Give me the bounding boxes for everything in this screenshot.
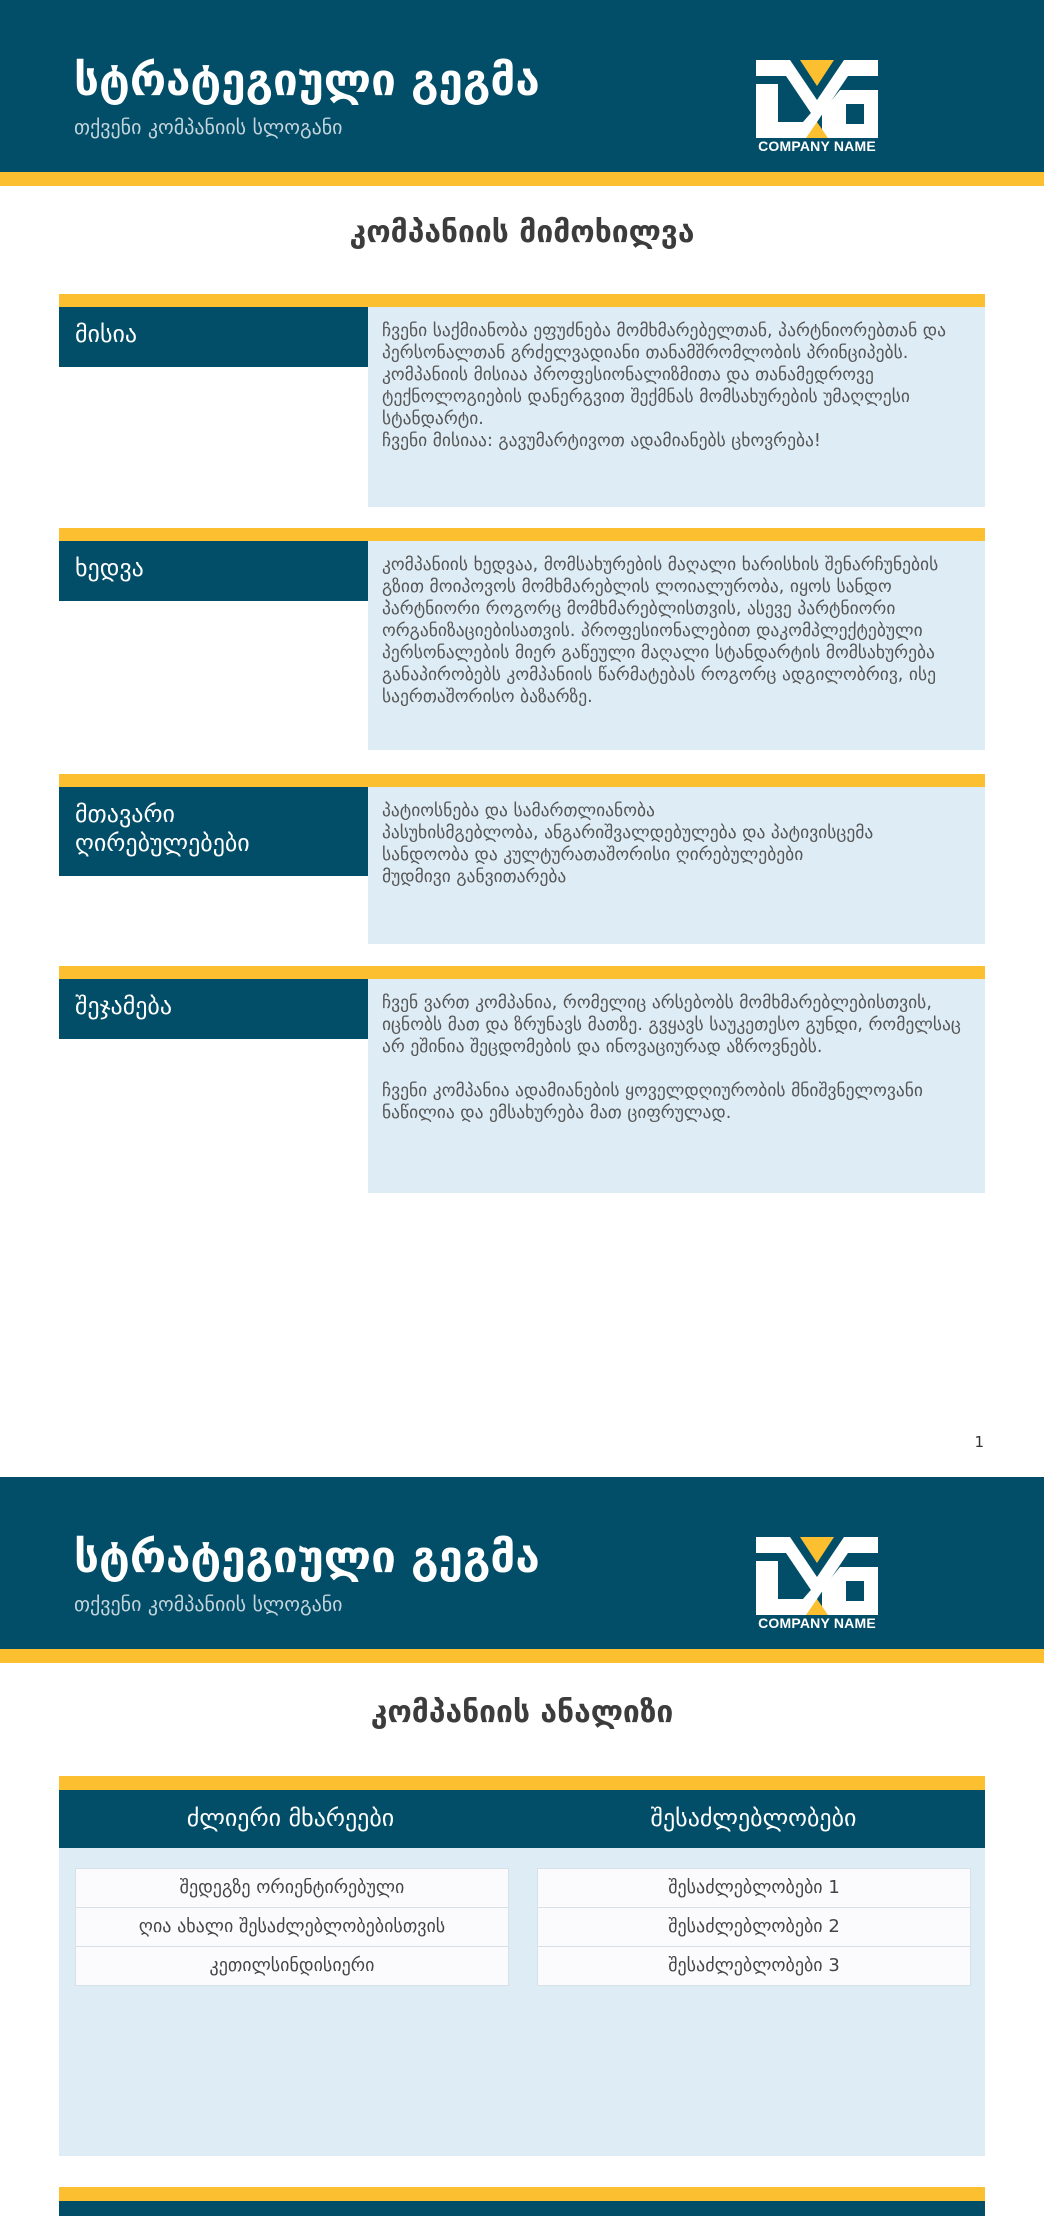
page-header xyxy=(0,0,1044,172)
card-paragraph: ჩვენი მისიაა: გავუმარტივოთ ადამიანებს ცხოვრება! xyxy=(382,431,821,451)
card-body xyxy=(368,307,985,507)
header-accent-band xyxy=(0,1649,1044,1663)
summary-card xyxy=(59,966,985,1193)
company-logo xyxy=(752,60,882,156)
mission-card xyxy=(59,294,985,507)
page-header xyxy=(0,1477,1044,1649)
card-body xyxy=(368,541,985,750)
vision-card xyxy=(59,528,985,750)
list-item: შესაძლებლობები 2 xyxy=(538,1907,970,1946)
section-title: კომპანიის მიმოხილვა xyxy=(349,215,695,250)
list-item: შესაძლებლობები 3 xyxy=(538,1946,970,1985)
list-item: შედეგზე ორიენტირებული xyxy=(179,1877,405,1898)
card-paragraph: პატიოსნება და სამართლიანობა xyxy=(382,801,655,821)
strengths-title: ძლიერი მხარეები xyxy=(186,1804,395,1832)
company-slogan: თქვენი კომპანიის სლოგანი xyxy=(74,115,343,139)
card-accent-band xyxy=(59,294,985,307)
card-body xyxy=(368,979,985,1193)
next-section-accent-band xyxy=(59,2187,985,2201)
document-title: სტრატეგიული გეგმა xyxy=(74,1532,540,1583)
logo-text: COMPANY NAME xyxy=(758,138,876,154)
page-number: 1 xyxy=(974,1433,984,1451)
logo-icon xyxy=(756,1537,878,1615)
card-accent-band xyxy=(59,774,985,787)
swot-accent-band xyxy=(59,1776,985,1790)
strengths-list xyxy=(75,1868,509,1986)
card-paragraph: პასუხისმგებლობა, ანგარიშვალდებულება და პატივისცემა xyxy=(382,823,874,843)
opportunities-title: შესაძლებლობები xyxy=(650,1804,857,1832)
opportunities-list xyxy=(537,1868,971,1986)
logo-icon xyxy=(756,60,878,138)
card-body xyxy=(368,787,985,944)
card-paragraph: ჩვენი საქმიანობა ეფუძნება მომხმარებელთან, პარტნიორებთან და პერსონალთან გრძელვადიანი თანამშრომლობის პრინციპებს. კომპანიის მისიაა პროფესიონალიზმითა და თანამედროვე ტექნოლოგიების დანერგვით შექმნას მომსახურების უმაღლესი სტანდარტი. xyxy=(382,321,946,429)
core-values-card xyxy=(59,774,985,944)
card-label: ხედვა xyxy=(59,541,368,601)
list-item: ღია ახალი შესაძლებლობებისთვის xyxy=(76,1907,508,1946)
card-paragraph: ჩვენ ვართ კომპანია, რომელიც არსებობს მომხმარებლებისთვის, იცნობს მათ და ზრუნავს მათზე. გვყავს საუკეთესო გუნდი, რომელსაც არ ეშინია შეცდომების და ინოვაციურად აზროვნებს. xyxy=(382,993,961,1057)
card-paragraph: კომპანიის ხედვაა, მომსახურების მაღალი ხარისხის შენარჩუნების გზით მოიპოვოს მომხმარებლის ლოიალურობა, იყოს სანდო პარტნიორი როგორც მომხმარებლისთვის, ასევე პარტნიორი ორგანიზაციებისათვის. პროფესიონალებით დაკომპლექტებული პერსონალების მიერ გაწეული მაღალი სტანდარტის მომსახურება განაპირობებს კომპანიის წარმატებას როგორც ადგილობრივ, ისე საერთაშორისო ბაზარზე. xyxy=(382,555,939,707)
card-paragraph: მუდმივი განვითარება xyxy=(382,867,567,887)
company-logo xyxy=(752,1537,882,1633)
card-paragraph: ჩვენი კომპანია ადამიანების ყოველდღიურობის მნიშვნელოვანი ნაწილია და ემსახურება მათ ციფრულად. xyxy=(382,1081,923,1123)
card-accent-band xyxy=(59,966,985,979)
card-accent-band xyxy=(59,528,985,541)
section-title: კომპანიის ანალიზი xyxy=(370,1695,674,1730)
card-label: შეჯამება xyxy=(59,979,368,1039)
list-item: შესაძლებლობები 1 xyxy=(668,1877,840,1898)
card-paragraph: სანდოობა და კულტურათაშორისი ღირებულებები xyxy=(382,845,804,865)
list-item: კეთილსინდისიერი xyxy=(76,1946,508,1985)
header-accent-band xyxy=(0,172,1044,186)
swot-header xyxy=(59,1790,985,1848)
card-label: მისია xyxy=(59,307,368,367)
card-label: მთავარი ღირებულებები xyxy=(59,787,368,876)
company-slogan: თქვენი კომპანიის სლოგანი xyxy=(74,1592,343,1616)
logo-text: COMPANY NAME xyxy=(758,1615,876,1631)
document-title: სტრატეგიული გეგმა xyxy=(74,55,540,106)
next-section-header xyxy=(59,2201,985,2216)
swot-panel xyxy=(59,1776,985,2156)
